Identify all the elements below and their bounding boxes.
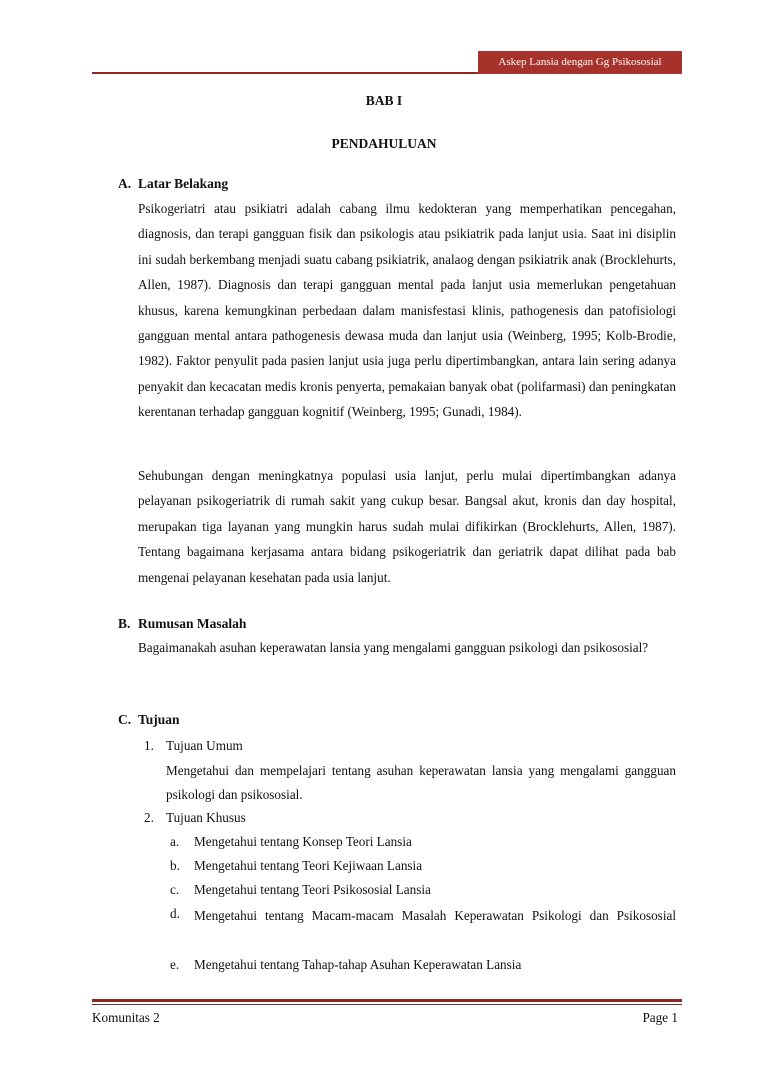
chapter-number: BAB I: [365, 93, 403, 108]
footer-rule-thin: [92, 1004, 682, 1005]
section-a-title: Latar Belakang: [138, 176, 229, 191]
section-a-paragraph-2: Sehubungan dengan meningkatnya populasi usia lanjut, perlu mulai dipertimbangkan adanya pelayanan psikogeriatrik di rumah sakit yang cukup besar. Bangsal akut, kronis dan day hospital, merupakan tiga layanan yang mungkin harus sudah mulai difikirkan (Brocklehurts, Allen, 1987). Tentang bagaimana kerjasama antara bidang psikogeriatrik dan geriatrik dapat dilihat pada bab mengenai pelayanan kesehatan pada usia lanjut.: [138, 468, 676, 585]
tujuan-khusus-item-letter: e.: [170, 957, 180, 972]
section-a-letter: A.: [118, 176, 132, 191]
tujuan-khusus-item-letter: d.: [170, 906, 180, 921]
section-b-title: Rumusan Masalah: [138, 616, 247, 631]
section-b-paragraph: Bagaimanakah asuhan keperawatan lansia yang mengalami gangguan psikologi dan psikososial?: [138, 640, 649, 655]
tujuan-khusus-item-text: Mengetahui tentang Teori Psikososial Lansia: [194, 882, 431, 897]
chapter-title: PENDAHULUAN: [331, 136, 437, 151]
tujuan-khusus-item-text: Mengetahui tentang Tahap-tahap Asuhan Keperawatan Lansia: [194, 957, 522, 972]
tujuan-khusus-item-text: Mengetahui tentang Teori Kejiwaan Lansia: [194, 858, 423, 873]
tujuan-umum-number: 1.: [144, 738, 154, 753]
tujuan-khusus-item-text: Mengetahui tentang Konsep Teori Lansia: [194, 834, 412, 849]
tujuan-khusus-item-letter: a.: [170, 834, 180, 849]
footer-rule-thick: [92, 999, 682, 1002]
tujuan-khusus-number: 2.: [144, 810, 154, 825]
tujuan-khusus-title: Tujuan Khusus: [166, 810, 246, 825]
tujuan-khusus-item-letter: c.: [170, 882, 180, 897]
section-c-letter: C.: [118, 712, 132, 727]
tujuan-umum-text: Mengetahui dan mempelajari tentang asuhan keperawatan lansia yang mengalami gangguan psikologi dan psikososial.: [166, 763, 676, 802]
page-number: Page 1: [642, 1010, 678, 1025]
tujuan-khusus-item-letter: b.: [170, 858, 180, 873]
footer-left-text: Komunitas 2: [92, 1010, 160, 1025]
tujuan-umum-title: Tujuan Umum: [166, 738, 243, 753]
running-header: Askep Lansia dengan Gg Psikososial: [478, 51, 682, 74]
tujuan-khusus-item-text: Mengetahui tentang Macam-macam Masalah Keperawatan Psikologi dan Psikososial: [194, 908, 676, 923]
section-a-paragraph-1: Psikogeriatri atau psikiatri adalah cabang ilmu kedokteran yang memperhatikan pencegahan, diagnosis, dan terapi gangguan fisik dan psikologis atau psikiatrik pada lanjut usia. Saat ini disiplin ini sudah berkembang menjadi suatu cabang psikiatrik, analaog dengan psikiatrik anak (Brocklehurts, Allen, 1987). Diagnosis dan terapi gangguan mental pada lanjut usia memerlukan pengetahuan khusus, karena kemungkinan perbedaan dalam manisfestasi klinis, pathogenesis dan patofisiologi gangguan mental antara pathogenesis dewasa muda dan lanjut usia (Weinberg, 1995; Kolb-Brodie, 1982). Faktor penyulit pada pasien lanjut usia juga perlu dipertimbangkan, antara lain sering adanya penyakit dan kecacatan medis kronis penyerta, pemakaian banyak obat (polifarmasi) dan peningkatan kerentanan terhadap gangguan kognitif (Weinberg, 1995; Gunadi, 1984).: [138, 201, 676, 420]
section-b-letter: B.: [118, 616, 131, 631]
section-c-title: Tujuan: [138, 712, 180, 727]
